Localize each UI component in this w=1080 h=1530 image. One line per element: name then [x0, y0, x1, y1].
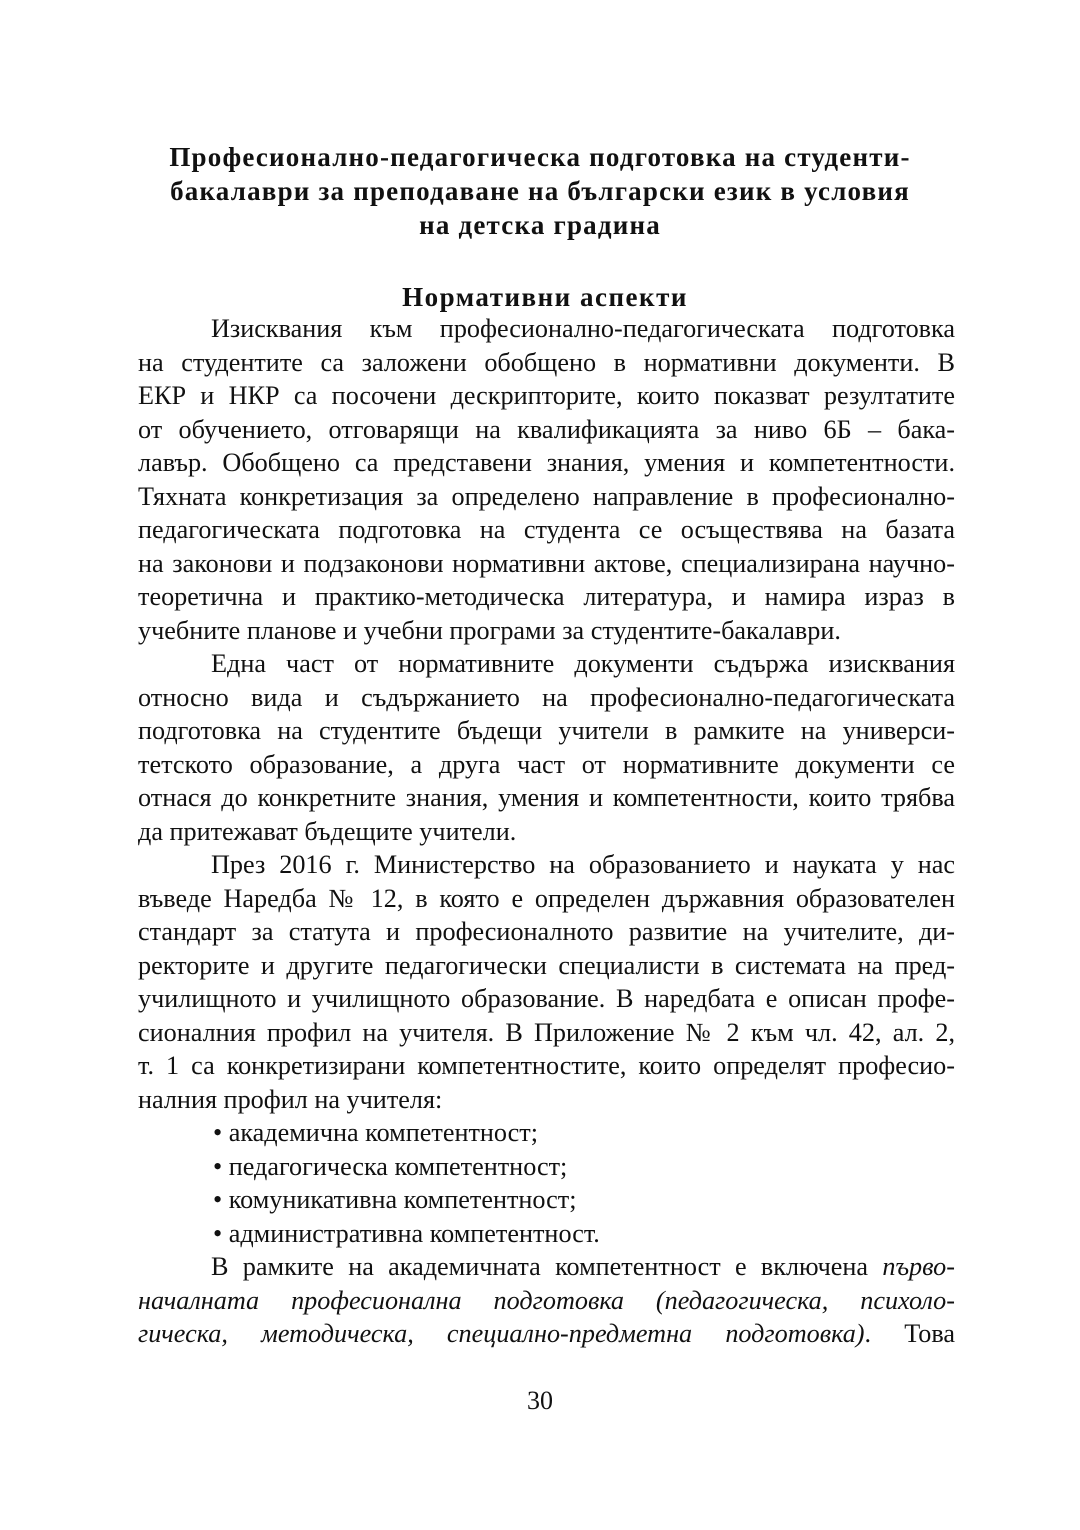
text-line: ЕКР и НКР са посочени дескрипторите, които показват резултатите — [138, 381, 955, 410]
text-line: Изисквания към професионално-педагогическата подготовка — [211, 314, 955, 343]
page-number: 30 — [527, 1386, 553, 1415]
text-line: педагогическата подготовка на студента се осъществява на базата — [138, 515, 955, 544]
text-line: теоретична и практико-методическа литература, и намира израз в — [138, 582, 955, 611]
text-line — [138, 1317, 955, 1351]
text-line: подготовка на студентите бъдещи учители в рамките на универси- — [138, 716, 955, 745]
title-line: бакалаври за преподаване на български език в условия — [170, 176, 910, 206]
text-line — [138, 1250, 955, 1284]
text-line: тетското образование, а друга част от нормативните документи се — [138, 749, 955, 779]
text-line: на студентите са заложени обобщено в нормативни документи. В — [138, 347, 955, 377]
list-item: • административна компетентност. — [213, 1218, 600, 1248]
section-heading: Нормативни аспекти — [402, 282, 688, 312]
title-line: на детска градина — [419, 210, 661, 240]
text-line: отнася до конкретните знания, умения и компетентности, които трябва — [138, 783, 955, 812]
text-run: . Това — [864, 1319, 955, 1348]
title-line: Професионално-педагогическа подготовка на студенти- — [169, 142, 911, 172]
text-line: сионалния профил на учителя. В Приложение № 2 към чл. 42, ал. 2, — [138, 1017, 955, 1047]
page-title — [130, 140, 950, 242]
text-line: относно вида и съдържанието на професионално-педагогическата — [138, 682, 955, 712]
text-line: началната професионална подготовка (педагогическа, психоло- — [138, 1285, 955, 1315]
text-line: През 2016 г. Министерство на образованието и науката у нас — [211, 850, 955, 879]
list-item: • академична компетентност; — [213, 1118, 539, 1147]
text-line: на законови и подзаконови нормативни актове, специализирана научно- — [138, 548, 955, 578]
text-line: от обучението, отговарящи на квалификацията за ниво 6Б – бака- — [138, 414, 955, 444]
text-line: т. 1 са конкретизирани компетентностите, които определят професио- — [138, 1051, 955, 1080]
text-line: Тяхната конкретизация за определено направление в професионално- — [138, 481, 955, 511]
list-item: • комуникативна компетентност; — [213, 1185, 577, 1214]
text-line: въведе Наредба № 12, в която е определен държавния образователен — [138, 883, 955, 913]
text-line: да притежават бъдещите учители. — [138, 816, 517, 846]
text-line: училищното и училищното образование. В наредбата е описан профе- — [138, 984, 955, 1013]
text-line: стандарт за статута и професионалното развитие на учителите, ди- — [138, 917, 955, 946]
italic-run: гическа, методическа, специално-предметна подготовка) — [138, 1319, 865, 1348]
text-run: В рамките на академичната компетентност е включена — [211, 1252, 883, 1281]
text-line: налния профил на учителя: — [138, 1084, 443, 1114]
list-item: • педагогическа компетентност; — [213, 1151, 568, 1181]
body-text — [138, 312, 955, 1351]
text-line: лавър. Обобщено са представени знания, умения и компетентности. — [138, 448, 955, 477]
text-line: ректорите и другите педагогически специалисти в системата на пред- — [138, 950, 955, 980]
text-line: учебните планове и учебни програми за студентите-бакалаври. — [138, 615, 841, 645]
italic-run: първо- — [882, 1252, 955, 1281]
text-line: Една част от нормативните документи съдържа изисквания — [211, 649, 955, 678]
